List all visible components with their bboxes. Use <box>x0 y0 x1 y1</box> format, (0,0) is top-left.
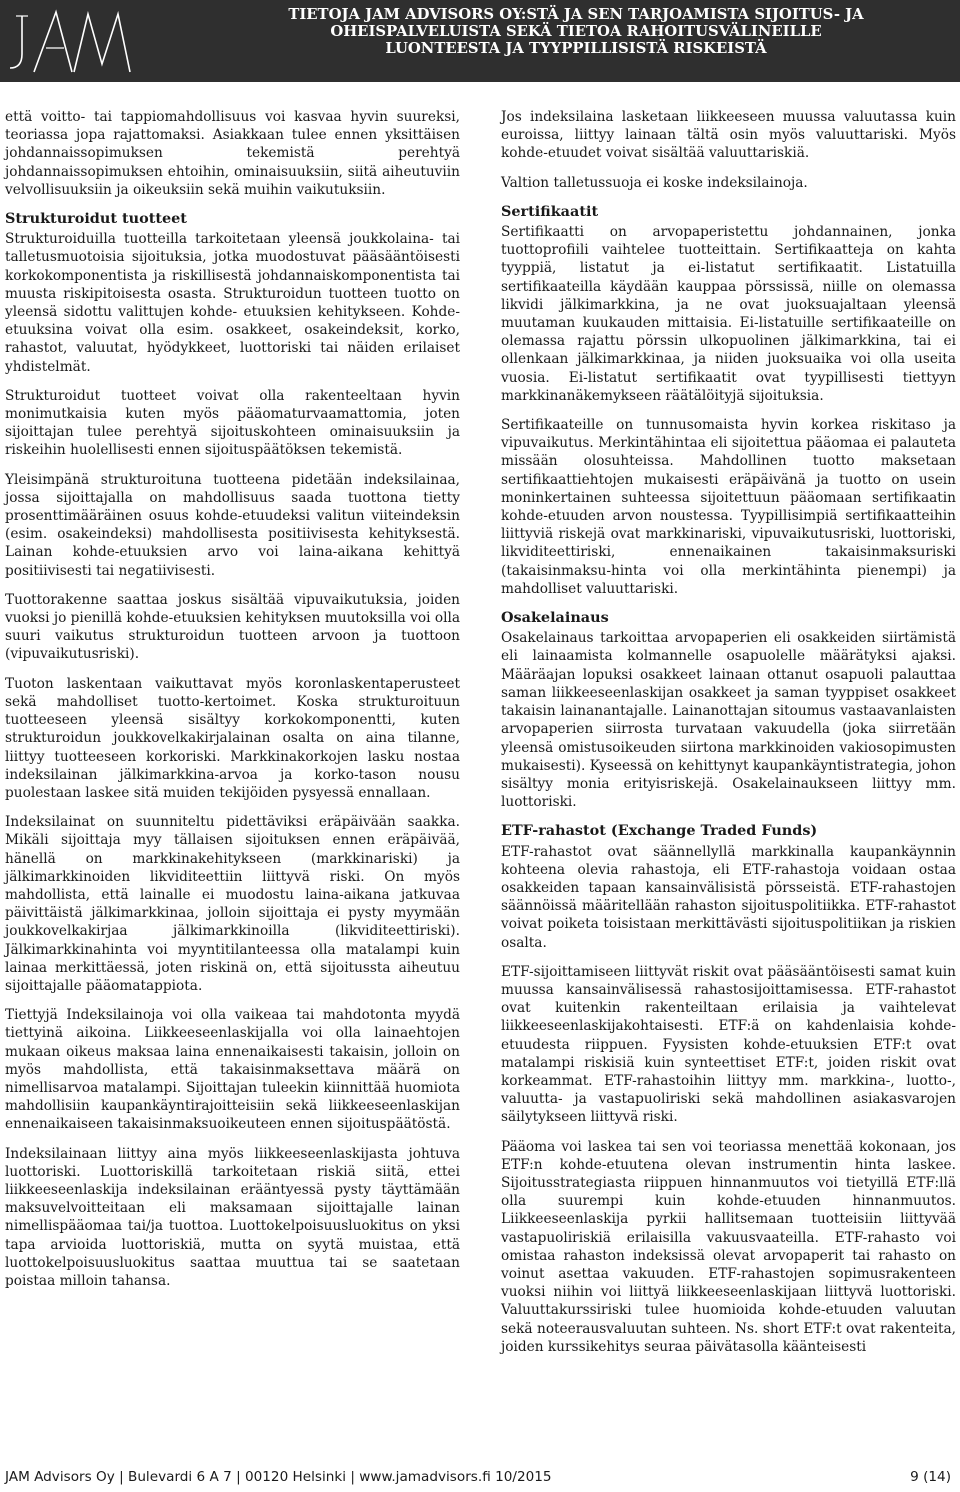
paragraph: Sertifikaateille on tunnusomaista hyvin korkea riskitaso ja vipuvaikutus. Merkintähintaa eli sijoitettua pääomaa ei palauteta missään olosuhteissa. Mahdollinen tuotto maksetaan sertifikaattiehtojen mukaisesti eräpäivänä ja tuotto on usein moninkertainen suhteessa sijoitettuun pääomaan sertifikaatin kohde-etuuden arvon noustessa. Tyypillisimpiä sertifikaatteihin liittyviä riskejä ovat markkinariski, vipuvaikutusriski, luottoriski, likviditeettiriski, ennenaikainen takaisinmaksuriski (takaisinmaksu-hinta voi olla merkintähinta pienempi) ja mahdolliset valuuttariski. <box>501 417 956 597</box>
header-title-line-3: LUONTEESTA JA TYYPPILLISISTÄ RISKEISTÄ <box>385 40 767 57</box>
paragraph: Strukturoiduilla tuotteilla tarkoitetaan yleensä joukkolaina- tai talletusmuotoisia sijoituksia, jotka muodostuvat pääsääntöisesti korkokomponentista ja riskillisestä johdannaiskomponentista tai muusta riskipitoisesta osasta. Strukturoidun tuotteen tuotto on yleensä sidottu valittujen kohde- etuuksien kehitykseen. Kohde-etuuksina voivat olla esim. osakkeet, osakeindeksit, korko, rahastot, valuutat, hyödykkeet, luottoriski tai näiden erilaiset yhdistelmät. <box>5 231 460 375</box>
right-column <box>501 108 956 1367</box>
paragraph: että voitto- tai tappiomahdollisuus voi kasvaa hyvin suureksi, teoriassa jopa rajattomaksi. Asiakkaan tulee ennen yksittäisen johdannaissopimuksen tekemistä perehtyä johdannaissopimuksen ehtoihin, ominaisuuksiin, siitä aiheutuviin velvollisuuksiin ja oikeuksiin sekä muihin vaikutuksiin. <box>5 109 460 198</box>
paragraph: ETF-sijoittamiseen liittyvät riskit ovat pääsääntöisesti samat kuin muussa kansainvälisessä rahastosijoittamisessa. ETF-rahastot ovat kuitenkin rakenteiltaan erilaisia ja vaihtelevat liikkeeseenlaskijakohtaisesti. ETF:ä on kahdenlaisia kohde-etuudesta riippuen. Fyysisten kohde-etuuksien ETF:t ovat matalampi riskisiä kuin synteettiset ETF:t, joiden riskit ovat korkeammat. ETF-rahastoihin liittyy mm. markkina-, luotto-, valuutta- ja vastapuoliriski sekä mahdollinen asiakasvarojen säilytykseen liittyvä riski. <box>501 963 956 1126</box>
footer-contact: JAM Advisors Oy | Bulevardi 6 A 7 | 00120 Helsinki | www.jamadvisors.fi 10/2015 <box>5 1469 552 1485</box>
paragraph: Valtion talletussuoja ei koske indeksilainoja. <box>501 174 808 191</box>
paragraph: Jos indeksilaina lasketaan liikkeeseen muussa valuutassa kuin euroissa, liittyy lainaan tältä osin myös valuuttariski. Myös kohde-etuudet voivat sisältää valuuttariskiä. <box>501 109 956 162</box>
page-number: 9 (14) <box>910 1469 951 1485</box>
paragraph: Tuoton laskentaan vaikuttavat myös koronlaskentaperusteet sekä mahdolliset tuotto-kertoimet. Koska strukturoituun tuotteeseen yleensä sisältyy korkokomponentti, kuten strukturoidun joukkovelkakirjalainan osalta on aina tilanne, liittyy tuotteeseen korkoriski. Markkinakorkojen lasku nostaa indeksilainan jälkimarkkina-arvoa ja korko-tason nousu puolestaan laskee sitä muiden tekijöiden pysyessä ennallaan. <box>5 675 460 801</box>
document-header-title <box>200 6 952 57</box>
jam-logo <box>6 6 136 78</box>
section-heading-etf-rahastot: ETF-rahastot (Exchange Traded Funds) <box>501 822 818 840</box>
paragraph: Osakelainaus tarkoittaa arvopaperien eli osakkeiden siirtämistä eli lainaamista kolmannelle osapuolelle määrätyksi ajaksi. Määräajan lopuksi osakkeet lainaan ottanut osapuoli palauttaa saman liikkeeseenlaskijan osakkeet ja saman tyyppiset osakkeet takaisin lainanantajalle. Lainanottajan sitoumus vastaavanlaisten arvopaperien siirrosta turvataan vakuudella (joka siirretään yleensä omistusoikeuden siirtona markkinoiden vakiosopimusten mukaisesti). Kyseessä on kehittynyt kaupankäyntistrategia, johon sisältyy monia erityisriskejä. Osakelainaukseen liittyy mm. luottoriski. <box>501 630 956 811</box>
page-footer <box>5 1466 951 1488</box>
paragraph: Tiettyjä Indeksilainoja voi olla vaikeaa tai mahdotonta myydä tiettyinä aikoina. Liikkeeseenlaskijalla voi olla lainaehtojen mukaan oikeus maksaa laina ennenaikaisesti takaisin, jolloin on myös mahdollista, että takaisinmaksettava määrä on nimellisarvoa matalampi. Sijoittajan tuleekin kiinnittää huomiota mahdollisiin kaupankäyntirajoitteisiin sekä liikkeeseenlaskijan ennenaikaiseen takaisinmaksuoikeuteen ennen sijoituspäätöstä. <box>5 1007 460 1133</box>
paragraph: Yleisimpänä strukturoituna tuotteena pidetään indeksilainaa, jossa sijoittajalla on mahdollisuus saada tuottona tietty prosenttimääräinen osuus kohde-etuudeksi valitun viiteindeksin (esim. osakeindeksi) mahdollisesta positiivisesta kehityksestä. Lainan kohde-etuuksien arvo voi laina-aikana kehittyä positiivisesti tai negatiivisesti. <box>5 471 460 579</box>
header-title-line-1: TIETOJA JAM ADVISORS OY:STÄ JA SEN TARJOAMISTA SIJOITUS- JA <box>288 6 864 23</box>
header-title-line-2: OHEISPALVELUISTA SEKÄ TIETOA RAHOITUSVÄLINEILLE <box>330 23 822 40</box>
section-heading-strukturoidut-tuotteet: Strukturoidut tuotteet <box>5 210 187 228</box>
paragraph: Sertifikaatti on arvopaperistettu johdannainen, jonka tuottoprofiili vaihtelee tuotteittain. Sertifikaatteja on kahta tyyppiä, listatut ja ei-listatut sertifikaatit. Listatuilla sertifikaateilla käydään kauppaa pörssissä, niille on olemassa likvidi jälkimarkkina, ja ne ovat juoksuajaltaan yleensä muutaman kuukauden mittaisia. Ei-listatuille sertifikaateille on olemassa rajattu pörssin ulkopuolinen jälkimarkkina, tai ei ollenkaan jälkimarkkinaa, ja niiden juoksuaika voi olla useita vuosia. Ei-listatut sertifikaatit ovat tyypillisesti tiettyyn markkinanäkemykseen räätälöityjä sijoituksia. <box>501 224 956 404</box>
section-heading-osakelainaus: Osakelainaus <box>501 609 609 627</box>
paragraph: Strukturoidut tuotteet voivat olla rakenteeltaan hyvin monimutkaisia kuten myös pääomaturvaamattomia, joten sijoittajan tulee perehtyä sijoituskohteen ominaisuuksiin ja riskeihin huolellisesti ennen sijoituspäätöksen tekemistä. <box>5 387 460 459</box>
paragraph: Indeksilainat on suunniteltu pidettäviksi eräpäivään saakka. Mikäli sijoittaja myy tällaisen sijoituksen ennen eräpäivää, hänellä on markkinakehitykseen (markkinariski) ja jälkimarkkinoiden likviditeettiin liittyvä riski. On myös mahdollista, että lainalle ei muodostu laina-aikana jatkuvaa päivittäistä jälkimarkkinaa, jolloin sijoittaja ei pysty myymään joukkovelkakirjaa jälkimarkkinoilla (likviditeettiriski). Jälkimarkkinahinta voi myyntitilanteessa olla matalampi kuin lainaa merkittäessä, joten riskinä on, että sijoitussta aiheutuu sijoittajalle pääomatappiota. <box>5 814 460 994</box>
paragraph: ETF-rahastot ovat säännellyllä markkinalla kaupankäynnin kohteena olevia rahastoja, eli ETF-rahastoja voidaan ostaa osakkeiden tapaan kansainvälisistä pörsseistä. ETF-rahastojen säännöissä määritellään rahaston sijoituspolitiikka. ETF-rahastot voivat poiketa toisistaan merkittävästi sijoituspolitiikan ja riskien osalta. <box>501 843 956 951</box>
paragraph: Tuottorakenne saattaa joskus sisältää vipuvaikutuksia, joiden vuoksi jo pienillä kohde-etuuksien kehityksen muutoksilla voi olla suuri vaikutus strukturoidun tuotteen arvoon ja tuottoon (vipuvaikutusriski). <box>5 591 460 663</box>
section-heading-sertifikaatit: Sertifikaatit <box>501 202 599 220</box>
left-column <box>5 108 460 1301</box>
paragraph: Indeksilainaan liittyy aina myös liikkeeseenlaskijasta johtuva luottoriski. Luottoriskillä tarkoitetaan riskiä siitä, ettei liikkeeseenlaskija indeksilainan erääntyessä pysty täyttämään maksuvelvoitteitaan eli maksamaan sijoittajalle lainan nimellispääomaa tai/ja tuottoa. Luottokelpoisuusluokitus on yksi tapa arvioida luottoriskiä, mutta on syytä muistaa, että luottokelpoisuusluokitus saattaa muuttua tai se saatetaan poistaa milloin tahansa. <box>5 1145 460 1289</box>
paragraph: Pääoma voi laskea tai sen voi teoriassa menettää kokonaan, jos ETF:n kohde-etuutena olevan instrumentin hinta laskee. Sijoitusstrategiasta riippuen hinnanmuutos voi tietyillä ETF:llä olla suurempi kuin kohde-etuuden hinnanmuutos. Liikkeeseenlaskija pyrkii hallitsemaan tuotteisiin liittyvää vastapuoliriskiä erilaisilla vakuusvaateilla. ETF-rahasto voi omistaa rahaston indeksissä olevat arvopaperit tai rahasto on voinut asettaa vakuuden. ETF-rahastojen sopimusrakenteen vuoksi niihin voi liittyä liikkeeseenlaskijaan liittyvä luottoriski. Valuuttakurssiriski tulee huomioida kohde-etuuden valuutan sekä noteerausvaluutan suhteen. Ns. short ETF:t ovat rakenteita, joiden kurssikehitys seuraa päivätasolla käänteisesti <box>501 1138 956 1355</box>
